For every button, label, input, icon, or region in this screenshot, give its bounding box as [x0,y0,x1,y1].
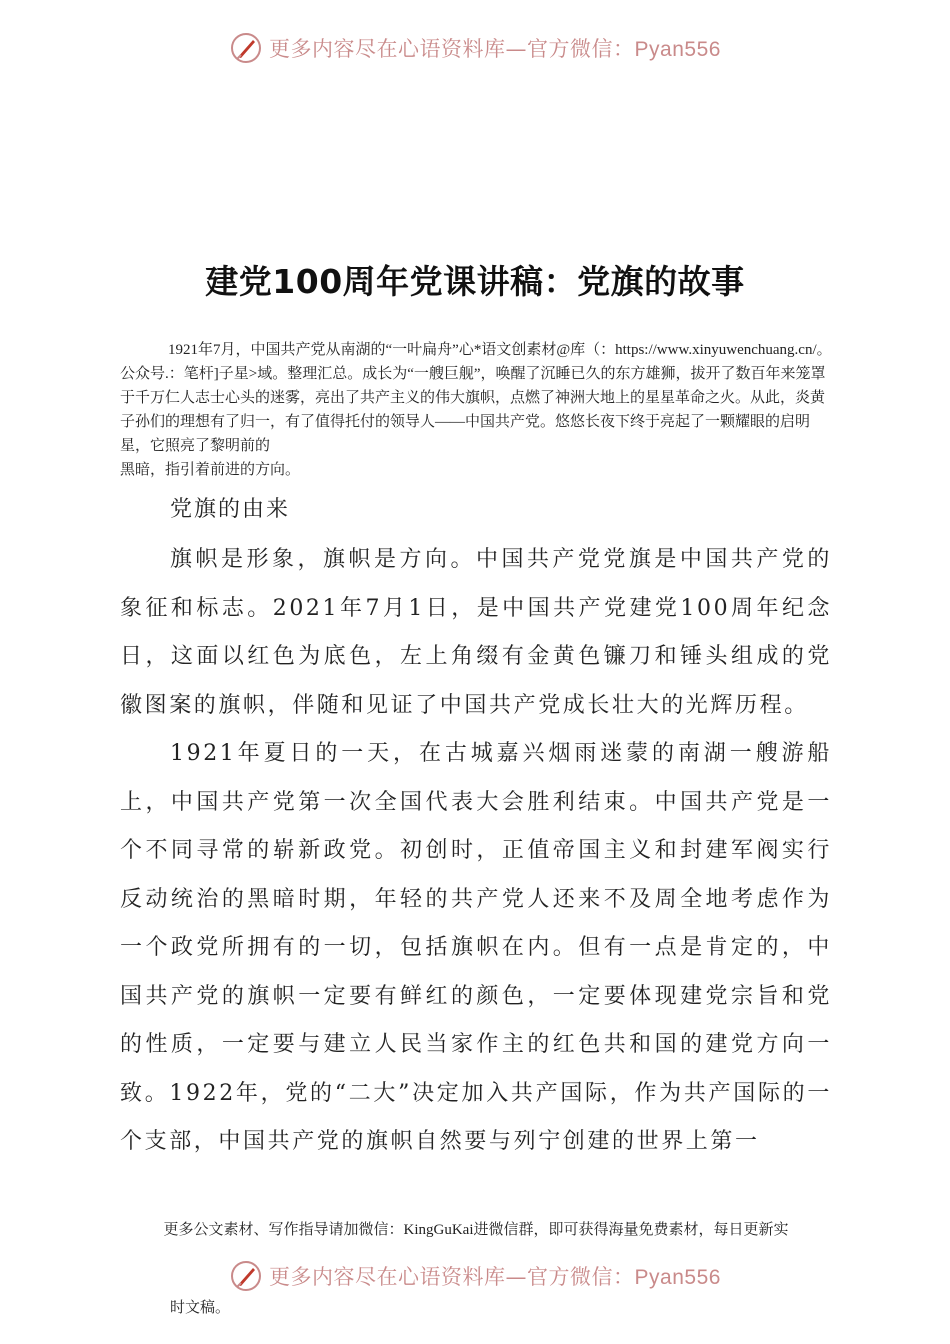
watermark-separator: — [505,37,528,61]
watermark-label: 官方微信： [527,1265,635,1289]
intro-paragraph: 1921年7月，中国共产党从南湖的“一叶扁舟”心*语文创素材@库（：https://www.xinyuwenchuang.cn/。公众号.：笔杆]子星>域。整理汇总。成长为“一艘巨舰”，唤醒了沉睡已久的东方雄狮，拔开了数百年来笼罩于千万仁人志士心头的迷雾，亮出了共产主义的伟大旗帜，点燃了神洲大地上的星星革命之火。从此，炎黄子孙们的理想有了归一，有了值得托付的领导人——中国共产党。悠悠长夜下终于亮起了一颗耀眼的启明星，它照亮了黎明前的 [120,342,832,454]
watermark-label: 官方微信： [527,37,635,61]
header-watermark [0,28,950,68]
watermark-brand: 更多内容尽在心语资料库 [269,1265,506,1289]
watermark-separator: — [505,1265,528,1289]
watermark-brand: 更多内容尽在心语资料库 [269,37,506,61]
page-title: 建党100周年党课讲稿：党旗的故事 [205,262,745,301]
footer-watermark [0,1256,950,1296]
body-paragraph-1: 旗帜是形象，旗帜是方向。中国共产党党旗是中国共产党的象征和标志。2021年7月1日，是中国共产党建党100周年纪念日，这面以红色为底色，左上角缀有金黄色镰刀和锤头组成的党徽图案的旗帜，伴随和见证了中国共产党成长壮大的光辉历程。 [120,547,832,718]
watermark-text [269,33,721,63]
footer-note-tail: 时文稿。 [170,1300,231,1316]
quill-logo-icon [229,31,263,65]
intro-block [120,338,832,482]
intro-paragraph-end: 黑暗，指引着前进的方向。 [120,462,301,478]
body-text [120,536,832,1167]
section-heading: 党旗的由来 [170,497,291,522]
quill-logo-icon [229,1259,263,1293]
watermark-wechat-id: Pyan556 [634,1266,721,1289]
watermark-wechat-id: Pyan556 [634,38,721,61]
footer-note: 更多公文素材、写作指导请加微信：KingGuKai进微信群，即可获得海量免费素材，每日更新实 [163,1222,789,1238]
watermark-text [269,1261,721,1291]
body-paragraph-2: 1921年夏日的一天，在古城嘉兴烟雨迷蒙的南湖一艘游船上，中国共产党第一次全国代表大会胜利结束。中国共产党是一个不同寻常的崭新政党。初创时，正值帝国主义和封建军阀实行反动统治的黑暗时期，年轻的共产党人还来不及周全地考虑作为一个政党所拥有的一切，包括旗帜在内。但有一点是肯定的，中国共产党的旗帜一定要有鲜红的颜色，一定要体现建党宗旨和党的性质，一定要与建立人民当家作主的红色共和国的建党方向一致。1922年，党的“二大”决定加入共产国际，作为共产国际的一个支部，中国共产党的旗帜自然要与列宁创建的世界上第一 [120,741,832,1154]
